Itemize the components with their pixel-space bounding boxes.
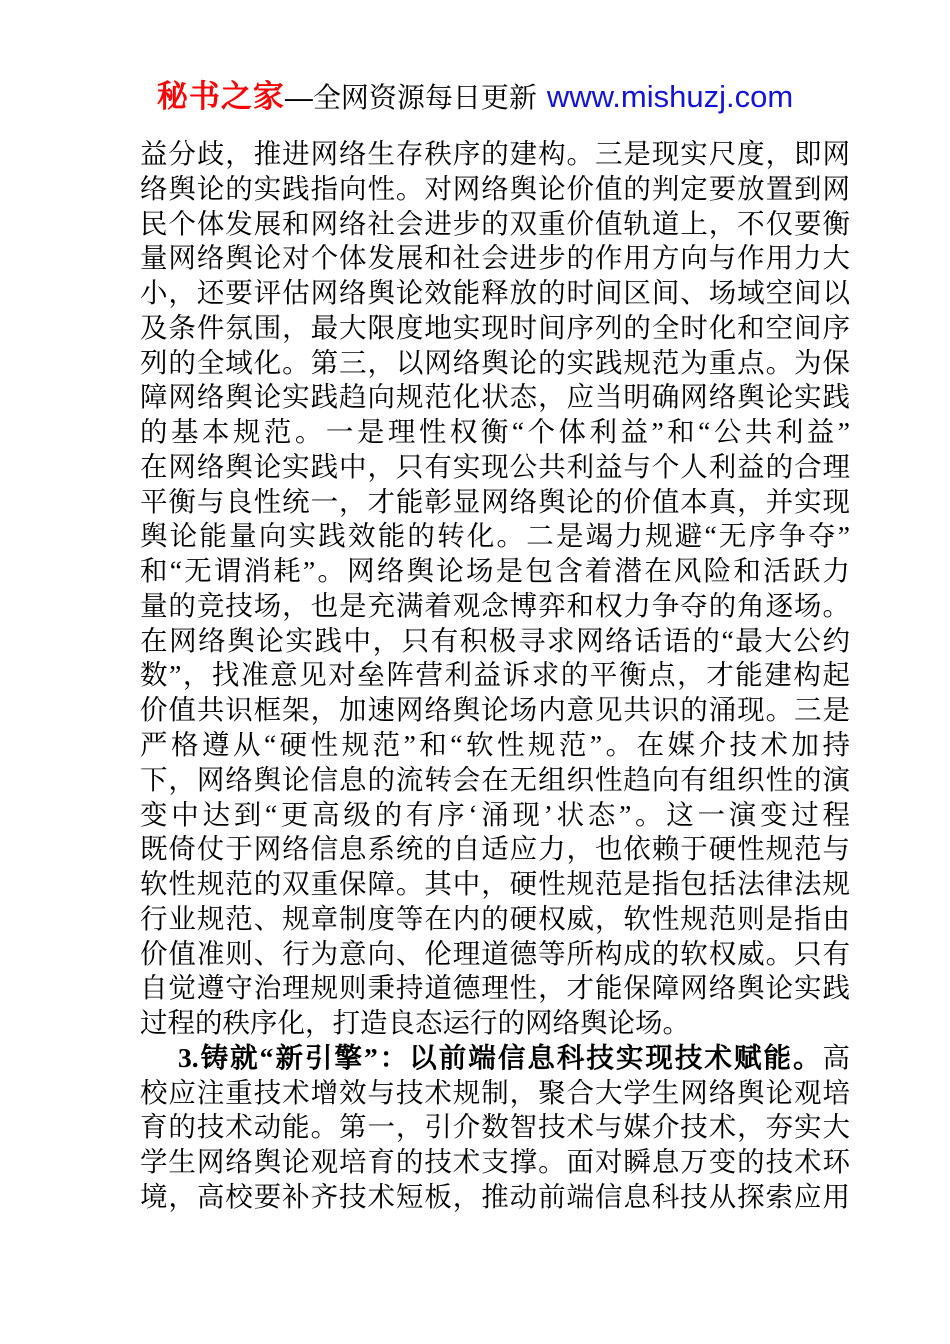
text-line	[140, 137, 850, 172]
line-text: 既倚仗于网络信息系统的自适应力，也依赖于硬性规范与	[140, 833, 850, 865]
line-text: 络舆论的实践指向性。对网络舆论价值的判定要放置到网	[140, 172, 850, 204]
text-line	[140, 380, 850, 415]
text-line	[140, 832, 850, 867]
line-text: 的基本规范。一是理性权衡“个体利益”和“公共利益”	[140, 416, 850, 448]
line-text: 价值共识框架，加速网络舆论场内意见共识的涌现。三是	[140, 694, 850, 726]
text-line	[140, 1006, 850, 1041]
line-text: 小，还要评估网络舆论效能释放的时间区间、场域空间以	[140, 277, 850, 309]
document-body	[140, 137, 850, 1215]
line-text: 自觉遵守治理规则秉持道德理性，才能保障网络舆论实践	[140, 972, 850, 1004]
text-line	[140, 624, 850, 659]
line-text: 平衡与良性统一，才能彰显网络舆论的价值本真，并实现	[140, 485, 850, 517]
line-text: 校应注重技术增效与技术规制，聚合大学生网络舆论观培	[140, 1076, 850, 1108]
line-text: 列的全域化。第三，以网络舆论的实践规范为重点。为保	[140, 346, 850, 378]
text-line	[140, 1076, 850, 1111]
text-line	[140, 1145, 850, 1180]
line-text: 境，高校要补齐技术短板，推动前端信息科技从探索应用	[140, 1180, 850, 1212]
line-text: 下，网络舆论信息的流转会在无组织性趋向有组织性的演	[140, 763, 850, 795]
line-text: 学生网络舆论观培育的技术支撑。面对瞬息万变的技术环	[140, 1146, 850, 1178]
line-text: 益分歧，推进网络生存秩序的建构。三是现实尺度，即网	[140, 138, 850, 169]
line-text: 高	[822, 1041, 850, 1073]
text-line	[140, 658, 850, 693]
line-text: 软性规范的双重保障。其中，硬性规范是指包括法律法规	[140, 868, 850, 900]
line-text: 量网络舆论对个体发展和社会进步的作用方向与作用力大	[140, 242, 850, 274]
text-line	[140, 971, 850, 1006]
text-line	[140, 554, 850, 589]
line-text: 数”，找准意见对垒阵营利益诉求的平衡点，才能建构起	[140, 659, 850, 691]
text-line	[140, 763, 850, 798]
text-line	[140, 207, 850, 242]
text-line	[140, 937, 850, 972]
text-line	[140, 1180, 850, 1215]
line-text: 及条件氛围，最大限度地实现时间序列的全时化和空间序	[140, 311, 850, 343]
line-text: 在网络舆论实践中，只有积极寻求网络话语的“最大公约	[140, 624, 850, 656]
line-text: 和“无谓消耗”。网络舆论场是包含着潜在风险和活跃力	[140, 555, 850, 587]
header-dash: —	[284, 82, 313, 113]
text-line	[140, 485, 850, 520]
text-line	[140, 693, 850, 728]
line-text: 量的竞技场，也是充满着观念博弈和权力争夺的角逐场。	[140, 589, 850, 621]
site-tagline: 全网资源每日更新	[312, 82, 537, 113]
text-line	[140, 172, 850, 207]
text-line	[140, 346, 850, 381]
line-text: 价值准则、行为意向、伦理道德等所构成的软权威。只有	[140, 937, 850, 969]
line-text: 障网络舆论实践趋向规范化状态，应当明确网络舆论实践	[140, 381, 850, 413]
line-text: 过程的秩序化，打造良态运行的网络舆论场。	[140, 1007, 690, 1039]
line-text: 民个体发展和网络社会进步的双重价值轨道上，不仅要衡	[140, 207, 850, 239]
text-line	[140, 415, 850, 450]
site-header	[0, 80, 950, 120]
text-line	[140, 867, 850, 902]
line-text: 育的技术动能。第一，引介数智技术与媒介技术，夯实大	[140, 1111, 850, 1143]
text-line	[140, 589, 850, 624]
text-line	[140, 519, 850, 554]
text-line	[140, 311, 850, 346]
text-line	[140, 798, 850, 833]
line-text: 舆论能量向实践效能的转化。二是竭力规避“无序争夺”	[140, 520, 850, 552]
line-text: 变中达到“更高级的有序‘涌现’状态”。这一演变过程	[140, 798, 850, 830]
line-text: 严格遵从“硬性规范”和“软性规范”。在媒介技术加持	[140, 729, 850, 761]
text-line	[140, 1110, 850, 1145]
text-line	[140, 902, 850, 937]
site-url-link[interactable]: www.mishuzj.com	[546, 79, 794, 114]
line-text: 行业规范、规章制度等在内的硬权威，软性规范则是指由	[140, 902, 850, 934]
paragraph-heading-bold-text: 3.铸就“新引擎”：以前端信息科技实现技术赋能。	[178, 1041, 823, 1073]
text-line	[140, 241, 850, 276]
site-brand: 秘书之家	[156, 79, 285, 114]
line-text: 在网络舆论实践中，只有实现公共利益与个人利益的合理	[140, 450, 850, 482]
text-line	[140, 450, 850, 485]
text-line	[140, 728, 850, 763]
text-line	[140, 276, 850, 311]
paragraph-heading-line	[140, 1041, 850, 1076]
